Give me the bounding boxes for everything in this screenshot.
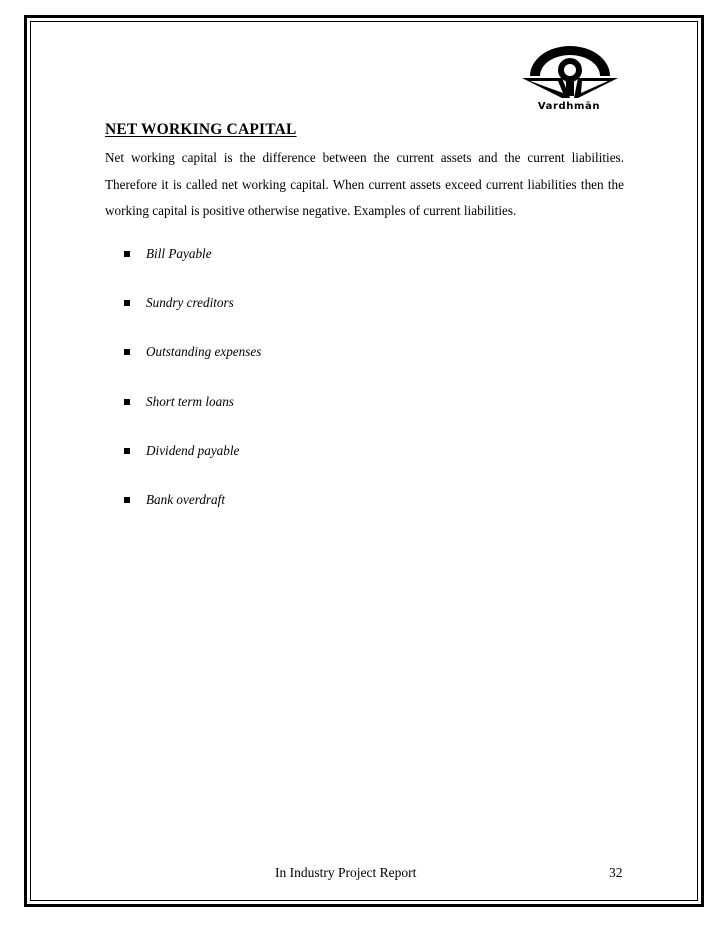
list-item-text: Dividend payable <box>146 442 240 458</box>
square-bullet-icon <box>124 497 130 503</box>
liabilities-list <box>124 246 261 541</box>
list-item <box>124 295 261 344</box>
list-item-text: Sundry creditors <box>146 295 234 311</box>
square-bullet-icon <box>124 349 130 355</box>
list-item-text: Bill Payable <box>146 246 212 261</box>
list-item-text: Short term loans <box>146 393 234 409</box>
square-bullet-icon <box>124 300 130 306</box>
list-item-text: Outstanding expenses <box>146 344 262 360</box>
footer-title: In Industry Project Report <box>275 865 417 880</box>
list-item <box>124 246 261 295</box>
list-item <box>124 394 261 443</box>
square-bullet-icon <box>124 399 130 405</box>
logo-wordmark: Vardhmān <box>537 101 601 112</box>
square-bullet-icon <box>124 251 130 257</box>
page-number: 32 <box>609 865 623 880</box>
list-item <box>124 344 261 393</box>
list-item <box>124 492 261 541</box>
section-heading: NET WORKING CAPITAL <box>105 121 297 138</box>
list-item-text: Bank overdraft <box>146 491 225 507</box>
list-item <box>124 443 261 492</box>
square-bullet-icon <box>124 448 130 454</box>
section-paragraph: Net working capital is the difference between the current assets and the current liabilities. Therefore it is called net working capital. When current assets exceed current liabilities then the working capital is positive otherwise negative. Examples of current liabilities. <box>105 150 624 218</box>
